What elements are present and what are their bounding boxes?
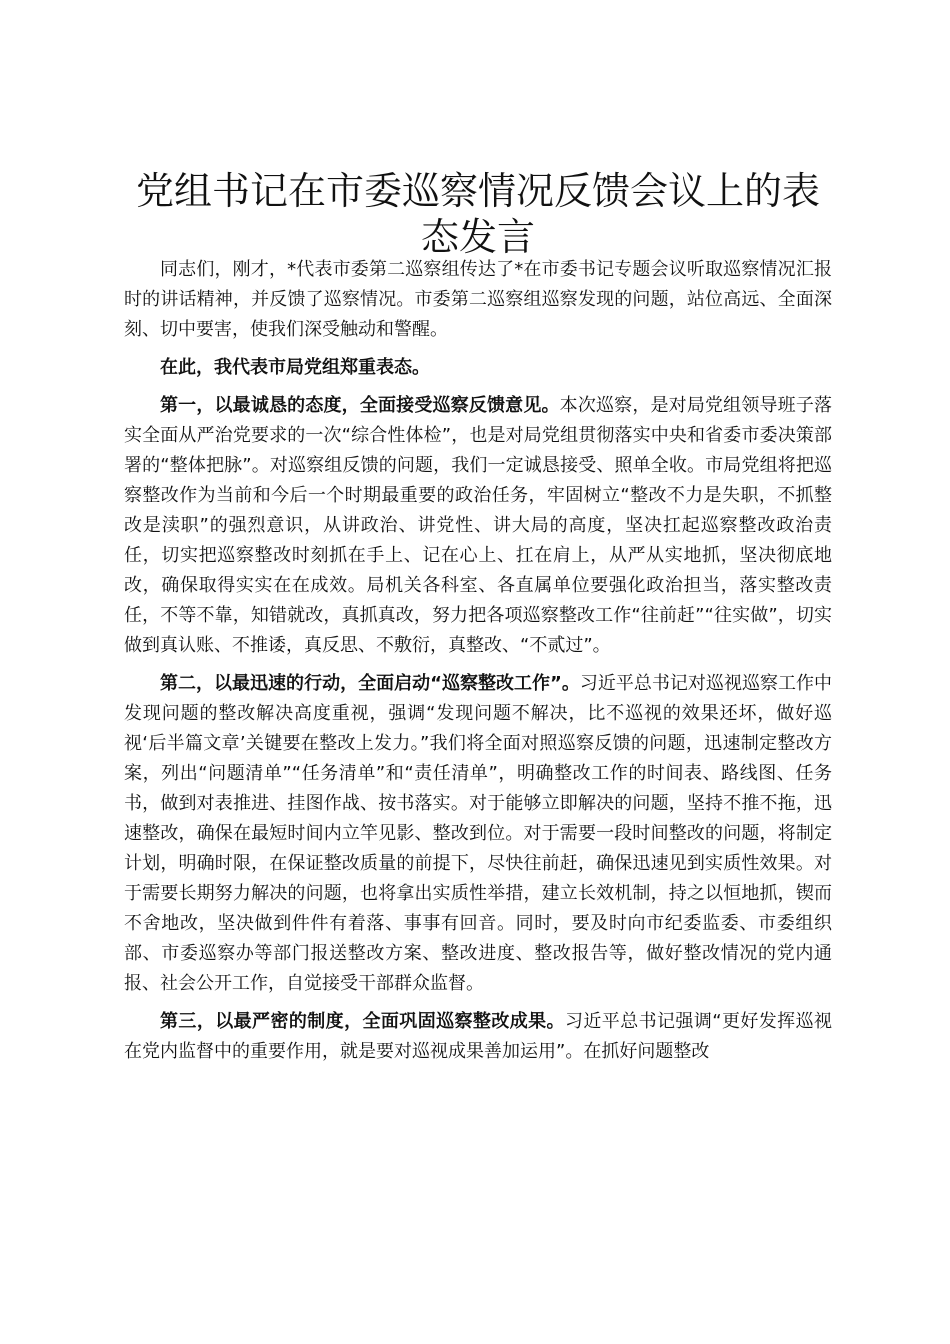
paragraph-text: 习近平总书记强调“更好发挥巡视在党内监督中的重要作用，就是要对巡视成果善加运用”。在抓好问题整改 <box>124 1011 832 1062</box>
paragraph-text: 习近平总书记对巡视巡察工作中发现问题的整改解决高度重视，强调“发现问题不解决，比不巡视的效果还坏，做好巡视‘后半篇文章’关键要在整改上发力。”我们将全面对照巡察反馈的问题，迅速制定整改方案，列出“问题清单”“任务清单”和“责任清单”，明确整改工作的时间表、路线图、任务书，做到对表推进、挂图作战、按书落实。对于能够立即解决的问题，坚持不推不拖，迅速整改，确保在最短时间内立竿见影、整改到位。对于需要一段时间整改的问题，将制定计划，明确时限，在保证整改质量的前提下，尽快往前赶，确保迅速见到实质性效果。对于需要长期努力解决的问题，也将拿出实质性举措，建立长效机制，持之以恒地抓，锲而不舍地改，坚决做到件件有着落、事事有回音。同时，要及时向市纪委监委、市委组织部、市委巡察办等部门报送整改方案、整改进度、整改报告等，做好整改情况的党内通报、社会公开工作，自觉接受干部群众监督。 <box>124 673 832 994</box>
paragraph-lead: 第三，以最严密的制度，全面巩固巡察整改成果。 <box>160 1011 565 1032</box>
paragraph-text: 本次巡察，是对局党组领导班子落实全面从严治党要求的一次“综合性体检”，也是对局党组贯彻落实中央和省委市委决策部署的“整体把脉”。对巡察组反馈的问题，我们一定诚恳接受、照单全收。市局党组将把巡察整改作为当前和今后一个时期最重要的政治任务，牢固树立“整改不力是失职，不抓整改是渎职”的强烈意识，从讲政治、讲党性、讲大局的高度，坚决扛起巡察整改政治责任，切实把巡察整改时刻抓在手上、记在心上、扛在肩上，从严从实地抓，坚决彻底地改，确保取得实实在在成效。局机关各科室、各直属单位要强化政治担当，落实整改责任，不等不靠，知错就改，真抓真改，努力把各项巡察整改工作“往前赶”“往实做”，切实做到真认账、不推诿，真反思、不敷衍，真整改、“不贰过”。 <box>124 395 833 656</box>
paragraph-point-three <box>124 1007 832 1067</box>
paragraph-statement <box>124 353 832 383</box>
paragraph-text: 同志们，刚才，*代表市委第二巡察组传达了*在市委书记专题会议听取巡察情况汇报时的讲话精神，并反馈了巡察情况。市委第二巡察组巡察发现的问题，站位高远、全面深刻、切中要害，使我们深受触动和警醒。 <box>124 259 832 340</box>
document-body <box>124 255 832 1073</box>
paragraph-lead: 第一，以最诚恳的态度，全面接受巡察反馈意见。 <box>160 395 560 416</box>
paragraph-point-one <box>124 391 832 661</box>
paragraph-point-two <box>124 669 832 999</box>
paragraph-lead: 第二，以最迅速的行动，全面启动“巡察整改工作”。 <box>160 673 580 694</box>
paragraph-lead: 在此，我代表市局党组郑重表态。 <box>160 357 430 378</box>
paragraph-opening <box>124 255 832 345</box>
document-title: 党组书记在市委巡察情况反馈会议上的表态发言 <box>135 169 820 259</box>
